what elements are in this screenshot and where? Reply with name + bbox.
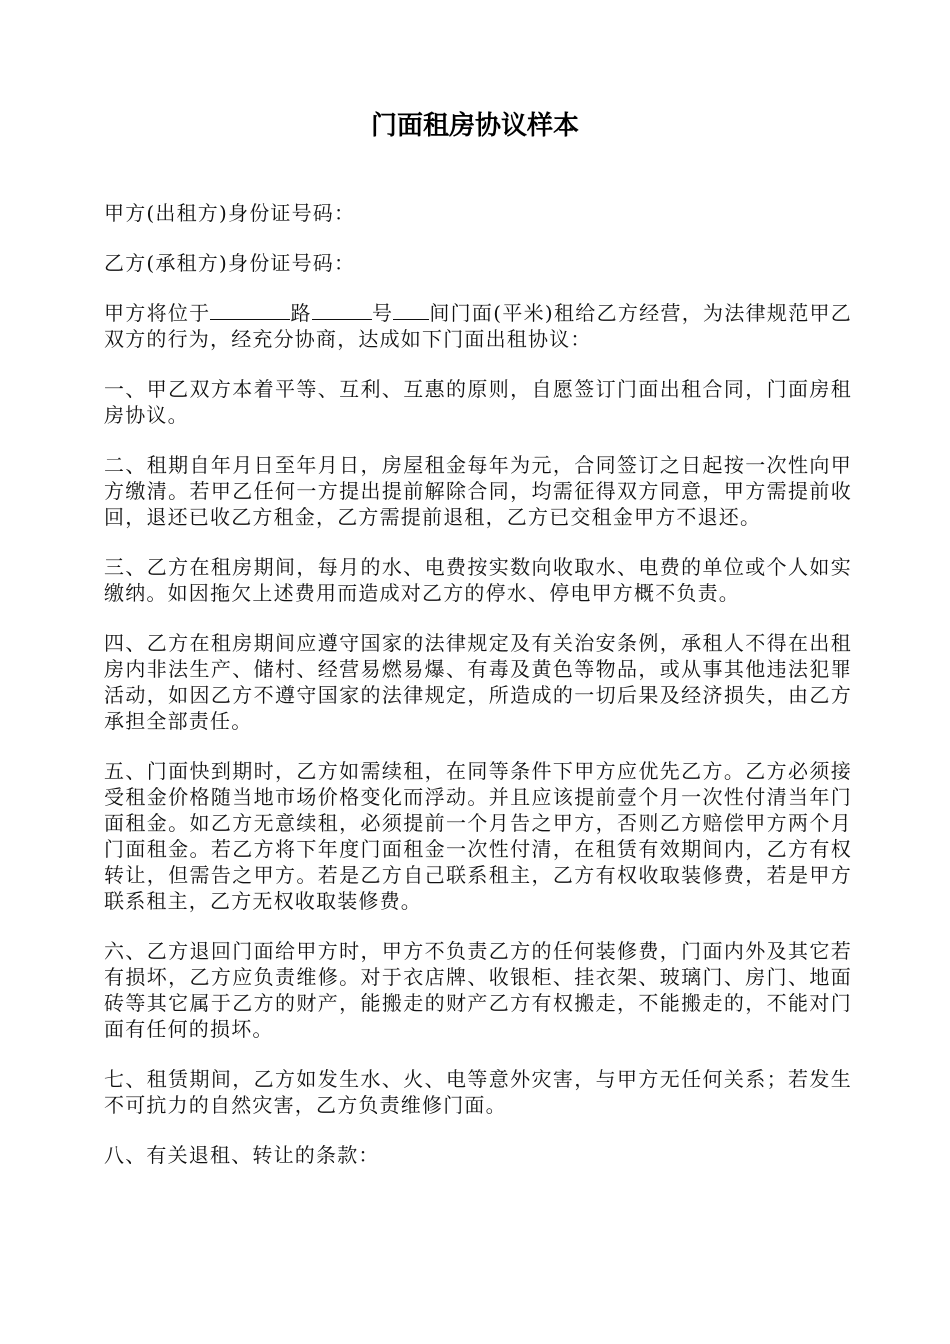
document-body xyxy=(104,200,852,1192)
clause-3: 三、乙方在租房期间，每月的水、电费按实数向收取水、电费的单位或个人如实缴纳。如因拖欠上述费用而造成对乙方的停水、停电甲方概不负责。 xyxy=(104,555,852,605)
party-a-line: 甲方(出租方)身份证号码： xyxy=(104,201,356,225)
intro-text-2: 路 xyxy=(290,301,312,325)
intro-text-3: 号 xyxy=(371,301,394,325)
intro-text-1: 甲方将位于 xyxy=(104,301,211,325)
party-b-line: 乙方(承租方)身份证号码： xyxy=(104,251,356,275)
clause-8: 八、有关退租、转让的条款： xyxy=(104,1143,380,1167)
clause-4: 四、乙方在租房期间应遵守国家的法律规定及有关治安条例，承租人不得在出租房内非法生产、储村、经营易燃易爆、有毒及黄色等物品，或从事其他违法犯罪活动，如因乙方不遵守国家的法律规定，所造成的一切后果及经济损失，由乙方承担全部责任。 xyxy=(104,631,852,733)
road-blank xyxy=(210,301,290,320)
intro-text-4: 间门面(平米)租给乙方经营，为法律规范甲乙双方的行为，经充分协商，达成如下门面出租协议： xyxy=(104,301,853,351)
clause-7: 七、租赁期间，乙方如发生水、火、电等意外灾害，与甲方无任何关系；若发生不可抗力的自然灾害，乙方负责维修门面。 xyxy=(104,1067,852,1117)
number-blank xyxy=(312,301,372,320)
intro-paragraph xyxy=(104,300,852,352)
clause-5: 五、门面快到期时，乙方如需续租，在同等条件下甲方应优先乙方。乙方必须接受租金价格随当地市场价格变化而浮动。并且应该提前壹个月一次性付清当年门面租金。如乙方无意续租，必须提前一个月告之甲方，否则乙方赔偿甲方两个月门面租金。若乙方将下年度门面租金一次性付清，在租赁有效期间内，乙方有权转让，但需告之甲方。若是乙方自己联系租主，乙方有权收取装修费，若是甲方联系租主，乙方无权收取装修费。 xyxy=(104,759,852,913)
clause-1: 一、甲乙双方本着平等、互利、互惠的原则，自愿签订门面出租合同，门面房租房协议。 xyxy=(104,377,852,427)
room-blank xyxy=(393,301,429,320)
clause-6: 六、乙方退回门面给甲方时，甲方不负责乙方的任何装修费，门面内外及其它若有损坏，乙方应负责维修。对于衣店牌、收银柜、挂衣架、玻璃门、房门、地面砖等其它属于乙方的财产，能搬走的财产乙方有权搬走，不能搬走的，不能对门面有任何的损坏。 xyxy=(104,939,852,1041)
document-title: 门面租房协议样本 xyxy=(370,111,579,141)
clause-2: 二、租期自年月日至年月日，房屋租金每年为元，合同签订之日起按一次性向甲方缴清。若甲乙任何一方提出提前解除合同，均需征得双方同意，甲方需提前收回，退还已收乙方租金，乙方需提前退租，乙方已交租金甲方不退还。 xyxy=(104,453,852,529)
